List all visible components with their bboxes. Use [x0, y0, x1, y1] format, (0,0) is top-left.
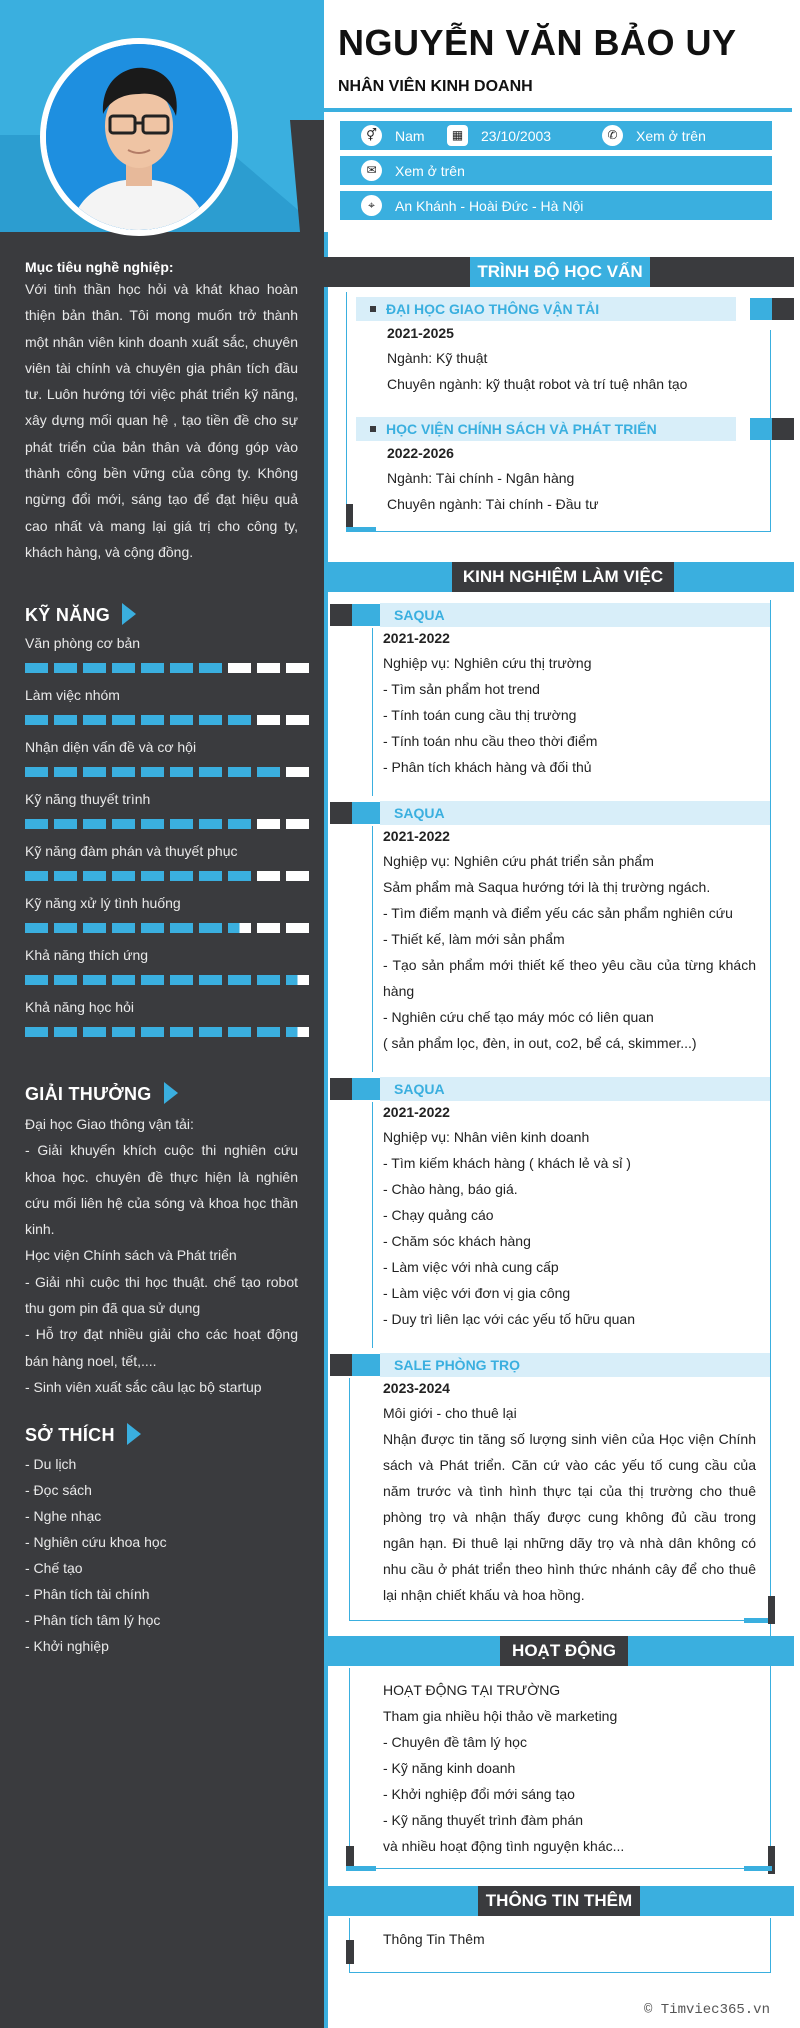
hobby-item: - Phân tích tài chính [25, 1586, 150, 1602]
job-marker [330, 1354, 352, 1376]
hobbies-heading [25, 1425, 141, 1446]
skill-segment [25, 1027, 48, 1037]
hobby-item: - Nghiên cứu khoa học [25, 1534, 167, 1550]
education-heading: TRÌNH ĐỘ HỌC VẤN [470, 257, 650, 287]
corner-mark [744, 1866, 772, 1871]
skill-segment [25, 767, 48, 777]
job-line-text: - Tìm sản phẩm hot trend [383, 681, 540, 697]
corner-mark [346, 1940, 354, 1964]
row-marker [772, 418, 794, 440]
activity-line: - Kỹ năng kinh doanh [383, 1760, 516, 1776]
job-line-text: - Nghiên cứu chế tạo máy móc có liên quan [383, 1009, 654, 1025]
activities-line [349, 1668, 350, 1868]
activity-line: HOẠT ĐỘNG TẠI TRƯỜNG [383, 1682, 561, 1698]
extra-line-bottom [349, 1972, 771, 1973]
skill-segment [25, 975, 48, 985]
skill-segment [199, 819, 222, 829]
education-line [346, 292, 347, 532]
job-line [372, 628, 373, 796]
experience-line-right [770, 600, 771, 1720]
education-band-accent [324, 257, 464, 287]
activities-line-right [770, 1668, 771, 1868]
job-marker [352, 802, 380, 824]
hobby-item: - Phân tích tâm lý học [25, 1612, 161, 1628]
skill-segment [54, 715, 77, 725]
skill-segment [54, 923, 77, 933]
skill-segment [141, 663, 164, 673]
skill-segment [112, 819, 135, 829]
company-row: SAQUA [380, 603, 770, 627]
skill-segment [141, 767, 164, 777]
job-marker [330, 1078, 352, 1100]
skill-segment [170, 663, 193, 673]
job-marker [352, 604, 380, 626]
skill-segment [199, 767, 222, 777]
skill-segment [83, 975, 106, 985]
skill-segment [141, 871, 164, 881]
hobby-item: - Chế tạo [25, 1560, 83, 1576]
corner-mark [346, 504, 353, 528]
activities-line-bottom [349, 1868, 771, 1869]
skill-level-bar [25, 975, 309, 985]
skill-segment [257, 663, 280, 673]
school-row: ĐẠI HỌC GIAO THÔNG VẬN TẢI [356, 297, 736, 321]
dob-value: 23/10/2003 [481, 128, 552, 144]
email-value: Xem ở trên [395, 163, 465, 179]
skill-segment [286, 663, 309, 673]
extra-text: Thông Tin Thêm [383, 1931, 485, 1947]
company-row: SALE PHÒNG TRỌ [380, 1353, 770, 1377]
job-lines [383, 848, 756, 1056]
skill-segment [83, 715, 106, 725]
skill-level-bar [25, 871, 309, 881]
row-marker [750, 298, 772, 320]
job-line-text: - Tìm điểm mạnh và điểm yếu các sản phẩm nghiên cứu [383, 905, 733, 921]
skill-segment [112, 923, 135, 933]
job-marker [352, 1354, 380, 1376]
skill-segment [228, 871, 251, 881]
email-icon: ✉ [361, 160, 382, 181]
job-line-text: Nhận được tin tăng số lượng sinh viên của Học viện Chính sách và Phát triển. Căn cứ vào các yếu tố cung cầu của năm trước và tình hình thực tại của thị trường cho thuê phòng trọ và nhận thấy được cung không đủ cầu trong ngân hạn. Đi thuê lại những dãy trọ và nhà dân không có nhu cầu ở phát triển theo hình thức nhánh cây để cho thuê lại nhận chiết khấu và hoa hồng. [383, 1431, 756, 1603]
skill-segment [199, 975, 222, 985]
skill-segment [257, 871, 280, 881]
skill-segment [286, 715, 309, 725]
job-line-text: Nghiệp vụ: Nhân viên kinh doanh [383, 1129, 590, 1145]
skill-segment [257, 767, 280, 777]
skill-segment [112, 1027, 135, 1037]
skill-segment [286, 767, 309, 777]
arrow-icon [122, 603, 136, 625]
skill-segment [83, 663, 106, 673]
skill-segment [112, 975, 135, 985]
skill-segment [170, 1027, 193, 1037]
hobby-item: - Nghe nhạc [25, 1508, 102, 1524]
skill-segment [141, 975, 164, 985]
job-period: 2021-2022 [383, 828, 450, 844]
job-line-text: Sảm phẩm mà Saqua hướng tới là thị trường ngách. [383, 879, 711, 895]
skill-level-bar [25, 819, 309, 829]
job-marker [330, 604, 352, 626]
gender-value: Nam [395, 128, 425, 144]
skill-label: Làm việc nhóm [25, 687, 120, 703]
sidebar-divider [324, 232, 328, 2028]
gender-icon: ⚥ [361, 125, 382, 146]
skill-segment [228, 975, 251, 985]
job-line-text: - Phân tích khách hàng và đối thủ [383, 759, 592, 775]
job-period: 2023-2024 [383, 1380, 450, 1396]
skill-segment [25, 663, 48, 673]
arrow-icon [127, 1423, 141, 1445]
school-specialty: Chuyên ngành: kỹ thuật robot và trí tuệ nhân tạo [387, 376, 688, 392]
skill-segment [54, 1027, 77, 1037]
company-row: SAQUA [380, 801, 770, 825]
skill-segment [286, 923, 309, 933]
row-marker [772, 298, 794, 320]
skills-heading-text: KỸ NĂNG [25, 605, 111, 625]
job-line-text: - Tạo sản phẩm mới thiết kế theo yêu cầu của từng khách hàng [383, 957, 756, 999]
awards-content [25, 1111, 298, 1400]
skill-segment [54, 663, 77, 673]
skill-segment [170, 975, 193, 985]
school-period: 2021-2025 [387, 325, 454, 341]
job-line-text: ( sản phẩm lọc, đèn, in out, co2, bể cá, skimmer...) [383, 1035, 697, 1051]
school-major: Ngành: Kỹ thuật [387, 350, 488, 366]
activities-content [383, 1677, 756, 1859]
info-bar-address [340, 191, 772, 220]
skill-segment [257, 715, 280, 725]
skills-heading [25, 605, 136, 626]
skill-segment [286, 871, 309, 881]
arrow-icon [164, 1082, 178, 1104]
skill-segment [257, 923, 280, 933]
skill-segment [228, 819, 251, 829]
skill-segment [170, 715, 193, 725]
activity-line: và nhiều hoạt động tình nguyện khác... [383, 1838, 625, 1854]
skill-level-bar [25, 767, 309, 777]
skill-segment [83, 871, 106, 881]
job-line-text: Môi giới - cho thuê lại [383, 1405, 517, 1421]
skill-segment [112, 663, 135, 673]
awards-heading [25, 1084, 178, 1105]
info-bar-personal [340, 121, 772, 150]
location-pin-icon: ⌖ [361, 195, 382, 216]
job-line-text: - Chạy quảng cáo [383, 1207, 494, 1223]
skill-label: Kỹ năng thuyết trình [25, 791, 151, 807]
job-line-text: - Tìm kiếm khách hàng ( khách lẻ và sỉ ) [383, 1155, 631, 1171]
award-line: Đại học Giao thông vận tải: [25, 1116, 194, 1132]
skill-segment [25, 715, 48, 725]
school-row: HỌC VIỆN CHÍNH SÁCH VÀ PHÁT TRIỂN [356, 417, 736, 441]
job-line-text: Nghiệp vụ: Nghiên cứu thị trường [383, 655, 592, 671]
award-line: - Sinh viên xuất sắc câu lạc bộ startup [25, 1378, 262, 1395]
skill-label: Nhận diện vấn đề và cơ hội [25, 739, 197, 755]
phone-icon: ✆ [602, 125, 623, 146]
skill-segment [228, 767, 251, 777]
skill-segment [112, 871, 135, 881]
info-bar-email [340, 156, 772, 185]
job-period: 2021-2022 [383, 1104, 450, 1120]
job-line [372, 826, 373, 1072]
skill-segment [257, 1027, 280, 1037]
job-marker [352, 1078, 380, 1100]
job-line-text: - Tính toán cung cầu thị trường [383, 707, 577, 723]
awards-heading-text: GIẢI THƯỞNG [25, 1084, 152, 1104]
activity-line: - Chuyên đề tâm lý học [383, 1734, 527, 1750]
school-major: Ngành: Tài chính - Ngân hàng [387, 470, 575, 486]
skill-segment [257, 975, 280, 985]
activity-line: Tham gia nhiều hội thảo về marketing [383, 1708, 618, 1724]
company-row: SAQUA [380, 1077, 770, 1101]
experience-line-bottom [349, 1620, 771, 1621]
hobby-item: - Khởi nghiệp [25, 1638, 109, 1654]
skill-segment [170, 819, 193, 829]
skill-level-bar [25, 1027, 309, 1037]
activity-line: - Khởi nghiệp đổi mới sáng tạo [383, 1786, 575, 1802]
extra-line-right [770, 1918, 771, 1972]
skill-segment [54, 975, 77, 985]
skill-segment [83, 923, 106, 933]
skill-segment [199, 715, 222, 725]
skill-segment [199, 663, 222, 673]
skill-segment [141, 1027, 164, 1037]
skill-segment [286, 819, 309, 829]
avatar [40, 38, 238, 236]
skill-label: Kỹ năng đàm phán và thuyết phục [25, 843, 238, 859]
objective-text: Với tinh thần học hỏi và khát khao hoàn thiện bản thân. Tôi mong muốn trở thành một nhân viên kinh doanh xuất sắc, chuyên viên tài chính và chuyên gia phân tích đầu tư. Luôn hướng tới việc phát triển kỹ năng, xây dựng mối quan hệ , tạo tiền đề cho sự phát triển của bản thân và đóng góp vào thành công bền vững của công ty. Không ngừng đổi mới, sáng tạo để đạt hiệu quả cao nhất và mang lại giá trị cho công ty, khách hàng, và cộng đồng. [25, 281, 298, 560]
skill-segment [141, 923, 164, 933]
job-line-text: - Làm việc với đơn vị gia công [383, 1285, 571, 1301]
skill-segment [83, 819, 106, 829]
skill-segment [25, 819, 48, 829]
award-line: Học viện Chính sách và Phát triển [25, 1247, 237, 1264]
skill-segment [228, 923, 251, 933]
skill-label: Khả năng học hỏi [25, 999, 134, 1015]
skill-level-bar [25, 923, 309, 933]
job-line-text: - Chào hàng, báo giá. [383, 1181, 518, 1197]
skill-label: Kỹ năng xử lý tình huống [25, 895, 181, 911]
skill-segment [286, 1027, 309, 1037]
row-marker [750, 418, 772, 440]
skill-segment [170, 767, 193, 777]
hobby-item: - Du lịch [25, 1456, 77, 1472]
job-line-text: - Chăm sóc khách hàng [383, 1233, 531, 1249]
school-period: 2022-2026 [387, 445, 454, 461]
person-photo [46, 44, 232, 230]
job-line-text: - Làm việc với nhà cung cấp [383, 1259, 559, 1275]
skill-segment [141, 819, 164, 829]
job-period: 2021-2022 [383, 630, 450, 646]
job-line-text: - Thiết kế, làm mới sản phẩm [383, 931, 565, 947]
skill-segment [141, 715, 164, 725]
experience-heading: KINH NGHIỆM LÀM VIỆC [452, 562, 674, 592]
job-line-text: Nghiệp vụ: Nghiên cứu phát triển sản phẩm [383, 853, 654, 869]
skill-segment [54, 819, 77, 829]
skill-label: Văn phòng cơ bản [25, 635, 141, 651]
skill-segment [25, 871, 48, 881]
hobbies-list [25, 1451, 167, 1659]
award-line: - Giải nhì cuộc thi học thuật. chế tạo robot thu gom pin đã qua sử dụng [25, 1273, 298, 1317]
activities-heading: HOẠT ĐỘNG [500, 1636, 628, 1666]
address-value: An Khánh - Hoài Đức - Hà Nội [395, 198, 584, 214]
skill-segment [170, 871, 193, 881]
skill-level-bar [25, 715, 309, 725]
skill-segment [228, 715, 251, 725]
job-lines [383, 1400, 756, 1608]
skill-level-bar [25, 663, 309, 673]
candidate-position: NHÂN VIÊN KINH DOANH [338, 78, 533, 95]
skill-segment [83, 767, 106, 777]
job-lines [383, 1124, 756, 1332]
school-specialty: Chuyên ngành: Tài chính - Đầu tư [387, 496, 599, 512]
skill-segment [83, 1027, 106, 1037]
corner-mark [768, 1596, 775, 1624]
skill-segment [228, 1027, 251, 1037]
job-line-text: - Duy trì liên lạc với các yếu tố hữu quan [383, 1311, 635, 1327]
skill-label: Khả năng thích ứng [25, 947, 149, 963]
corner-mark [346, 1866, 376, 1871]
award-line: - Giải khuyến khích cuộc thi nghiên cứu khoa học. chuyên đề thực hiện là nghiên cứu mối liên hệ của sóng và khoa học thần kinh. [25, 1142, 298, 1238]
hobby-item: - Đọc sách [25, 1482, 92, 1498]
corner-mark [346, 527, 376, 532]
skill-segment [54, 767, 77, 777]
candidate-name: NGUYỄN VĂN BẢO UY [338, 22, 737, 63]
skill-segment [199, 1027, 222, 1037]
skill-segment [54, 871, 77, 881]
job-marker [330, 802, 352, 824]
skill-segment [170, 923, 193, 933]
activity-line: - Kỹ năng thuyết trình đàm phán [383, 1812, 584, 1828]
skill-segment [199, 923, 222, 933]
job-lines [383, 650, 756, 780]
calendar-icon: ▦ [447, 125, 468, 146]
job-line-text: - Tính toán nhu cầu theo thời điểm [383, 733, 598, 749]
skill-segment [228, 663, 251, 673]
phone-value: Xem ở trên [636, 128, 706, 144]
objective-heading: Mục tiêu nghề nghiệp: [25, 259, 174, 275]
skill-segment [112, 715, 135, 725]
award-line: - Hỗ trợ đạt nhiều giải cho các hoạt động bán hàng noel, tết,.... [25, 1326, 298, 1369]
skill-segment [25, 923, 48, 933]
hobbies-heading-text: SỞ THÍCH [25, 1425, 115, 1445]
skill-segment [199, 871, 222, 881]
footer-credit: © Timviec365.vn [643, 2002, 770, 2018]
skill-segment [286, 975, 309, 985]
skill-segment [257, 819, 280, 829]
education-line-bottom [346, 531, 771, 532]
job-line [372, 1102, 373, 1348]
skill-segment [112, 767, 135, 777]
extra-heading: THÔNG TIN THÊM [478, 1886, 640, 1916]
job-line [349, 1378, 350, 1620]
